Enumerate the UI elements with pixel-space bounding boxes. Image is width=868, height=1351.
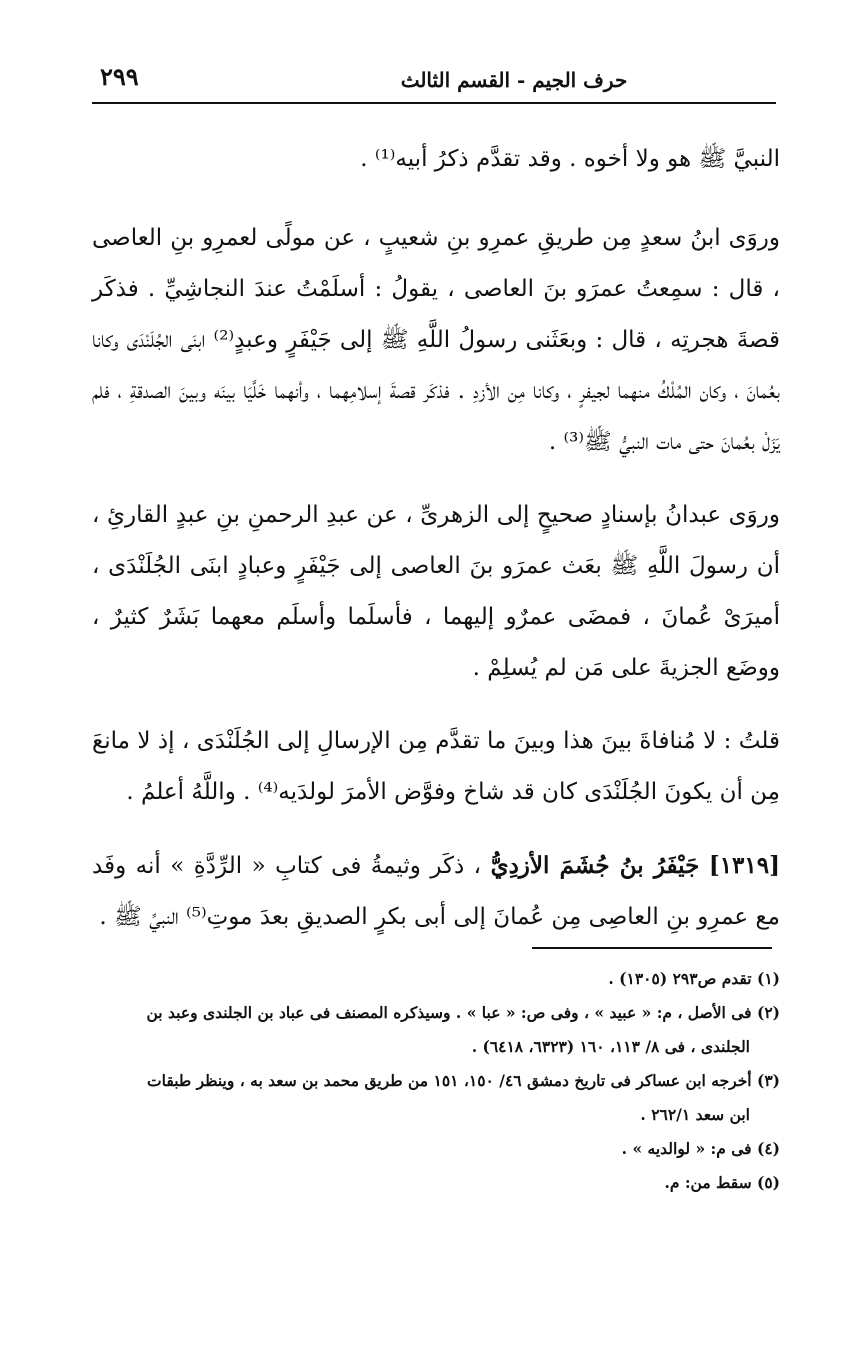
main-text [92,134,780,965]
entry-name: جَيْفَرُ بنُ جُشَمَ الأزدِيُّ [490,852,700,879]
footnote-text: (٤) فى م: « لوالديه » . [621,1139,780,1158]
biography-entry [92,840,780,943]
footnote [80,962,780,996]
running-title: حرف الجيم - القسم الثالث [400,68,628,92]
footnote-text: (٣) أخرجه ابن عساكر فى تاريخ دمشق ٤٦/ ١٥٠، ١٥١ من طريق محمد بن سعد به ، وينظر طبقات [147,1071,780,1090]
footnote-continuation: ابن سعد ٢٦٢/١ . [640,1105,750,1124]
page-header [92,58,776,102]
header-divider [92,102,776,104]
entry-number: [١٣١٩] [708,852,781,879]
paragraph: وروَى عبدانُ بإسنادٍ صحيحٍ إلى الزهرىِّ ، عن عبدِ الرحمنِ بنِ عبدٍ القارئِ ، أن رسولَ اللَّهِ ﷺ بعَث عمرَو بنَ العاصى إلى جَيْفَرٍ وعبادٍ ابنَى الجُلَنْدَى ، أميرَىْ عُمانَ ، فمضَى عمرٌو إليهما ، فأسلَما وأسلَم معهما بَشَرٌ كثيرٌ ، ووضَع الجزيةَ على مَن لم يُسلِمْ . [92,502,780,681]
paragraph: النبيَّ ﷺ هو ولا أخوه . وقد تقدَّم ذكرُ أبيه⁽¹⁾ . [360,146,780,172]
footnote-text: (١) تقدم ص٢٩٣ (١٣٠٥) . [608,969,780,988]
footnote-continuation: الجلندى ، فى ٨/ ١١٣، ١٦٠ (٦٣٢٣، ٦٤١٨) . [471,1037,750,1056]
footnote [80,1166,780,1200]
footnote [80,1132,780,1166]
footnotes [80,962,780,1200]
footnote-text: (٢) فى الأصل ، م: « عبيد » ، وفى ص: « عبا » . وسيذكره المصنف فى عباد بن الجلندى وعبد بن [146,1003,780,1022]
page-number: ٢٩٩ [100,62,139,91]
paragraph: وروَى ابنُ سعدٍ مِن طريقِ عمرِو بنِ شعيبٍ ، عن مولًى لعمرِو بنِ العاصى ، قال : سمِعتُ عمرَو بنَ العاصى ، يقولُ : أسلَمْتُ عندَ النجاشِيِّ . فذكَر قصةَ هجرتِه ، قال : وبعَثَنى رسولُ اللَّهِ ﷺ إلى جَيْفَرٍ وعبدٍ⁽²⁾ ابنَى الجُلَنْدَى وكانا بعُمانَ ، وكان المُلْكُ منهما لجيفرٍ ، وكانا مِن الأزدِ . فذكَر قصةَ إسلامِهما ، وأنهما خَلَّيَا بينَه وبينَ الصدقةِ ، فلم يَزَلْ بعُمانَ حتى مات النبيُّ ﷺ⁽³⁾ . [92,225,780,455]
paragraph: قلتُ : لا مُنافاةَ بينَ هذا وبينَ ما تقدَّم مِن الإرسالِ إلى الجُلَنْدَى ، إذ لا مانعَ مِن أن يكونَ الجُلَنْدَى كان قد شاخ وفوَّض الأمرَ لولدَيه⁽⁴⁾ . واللَّهُ أعلمُ . [92,728,780,805]
entry-text: ، ذكَر وثيمةُ فى كتابِ « الرِّدَّةِ » أنه وفَد مع عمرِو بنِ العاصِى مِن عُمانَ إلى أبى بكرٍ الصديقِ بعدَ موتِ⁽⁵⁾ النبيِّ ﷺ . [92,853,780,930]
footnote [80,1064,780,1132]
footnote-divider [532,947,772,949]
footnote-text: (٥) سقط من: م. [664,1173,780,1192]
footnote [80,996,780,1064]
